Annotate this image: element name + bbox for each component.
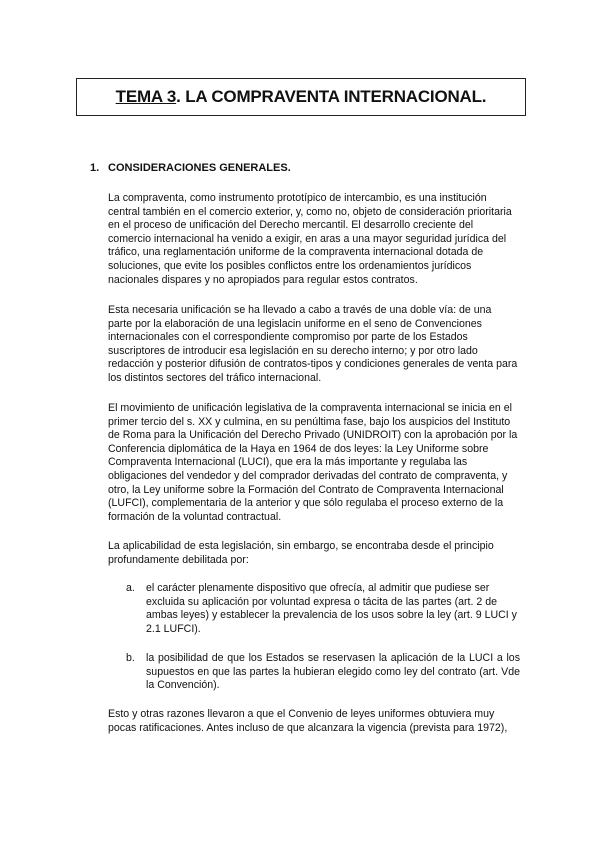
title-topic-number: TEMA 3 [115, 87, 177, 106]
paragraph-1: La compraventa, como instrumento prototípico de intercambio, es una institución central también en el comercio exterior, y, como no, objeto de consideración prioritaria en el proceso de unificación del Derecho mercantil. El desarrollo creciente del comercio internacional ha venido a exigir, en aras a una mayor seguridad jurídica del tráfico, una reglamentación uniforme de la compraventa internacional dotada de soluciones, que evite los posibles conflictos entre los ordenamientos jurídicos nacionales dispares y no apropiados para regular estos contratos. [108, 192, 512, 286]
list-marker: b. [126, 652, 135, 664]
paragraph-5: Esto y otras razones llevaron a que el Convenio de leyes uniformes obtuviera muy pocas ratificaciones. Antes incluso de que alcanzara la vigencia (prevista para 1972), [108, 708, 508, 734]
section-heading [90, 162, 291, 174]
list-marker: a. [126, 582, 135, 594]
paragraph-4: La aplicabilidad de esta legislación, sin embargo, se encontraba desde el principio profundamente debilitada por: [108, 540, 494, 566]
paragraph-2: Esta necesaria unificación se ha llevado a cabo a través de una doble vía: de una parte por la elaboración de una legislacin uniforme en el seno de Convenciones internacionales con el correspondiente compromiso por parte de los Estados suscriptores de introducir esa legislación en su derecho interno; y por otro lado redacción y posterior difusión de contratos-tipos y condiciones generales de venta para los distintos sectores del tráfico internacional. [108, 304, 518, 384]
paragraph-3: El movimiento de unificación legislativa de la compraventa internacional se inicia en el primer tercio del s. XX y culmina, en su penúltima fase, bajo los auspicios del Instituto de Roma para la Unificación del Derecho Privado (UNIDROIT) con la aprobación por la Conferencia diplomática de la Haya en 1964 de dos leyes: la Ley Uniforme sobre Compraventa Internacional (LUCI), que era la más importante y regulaba las obligaciones del vendedor y del comprador derivadas del contrato de compraventa, y otro, la Ley uniforme sobre la Formación del Contrato de Compraventa Internacional (LUFCI), complementaria de la anterior y que sólo regulaba el proceso externo de la formación de la voluntad contractual. [108, 402, 518, 523]
list-item-a [126, 582, 520, 636]
section-number: 1. [90, 162, 100, 174]
page-title-box [76, 78, 526, 116]
list-item-b [126, 652, 520, 693]
list-item-text: la posibilidad de que los Estados se reservasen la aplicación de la LUCI a los supuestos en que las partes la hubieran elegido como ley del contrato (art. Vde la Convención). [146, 652, 520, 692]
section-title: CONSIDERACIONES GENERALES. [108, 162, 291, 174]
title-topic-name: . LA COMPRAVENTA INTERNACIONAL. [176, 87, 487, 106]
list-item-text: el carácter plenamente dispositivo que ofrecía, al admitir que pudiese ser excluida su aplicación por voluntad expresa o tácita de las partes (art. 2 de ambas leyes) y establecer la prevalencia de los usos sobre la ley (art. 9 LUCI y 2.1 LUFCI). [146, 582, 517, 635]
